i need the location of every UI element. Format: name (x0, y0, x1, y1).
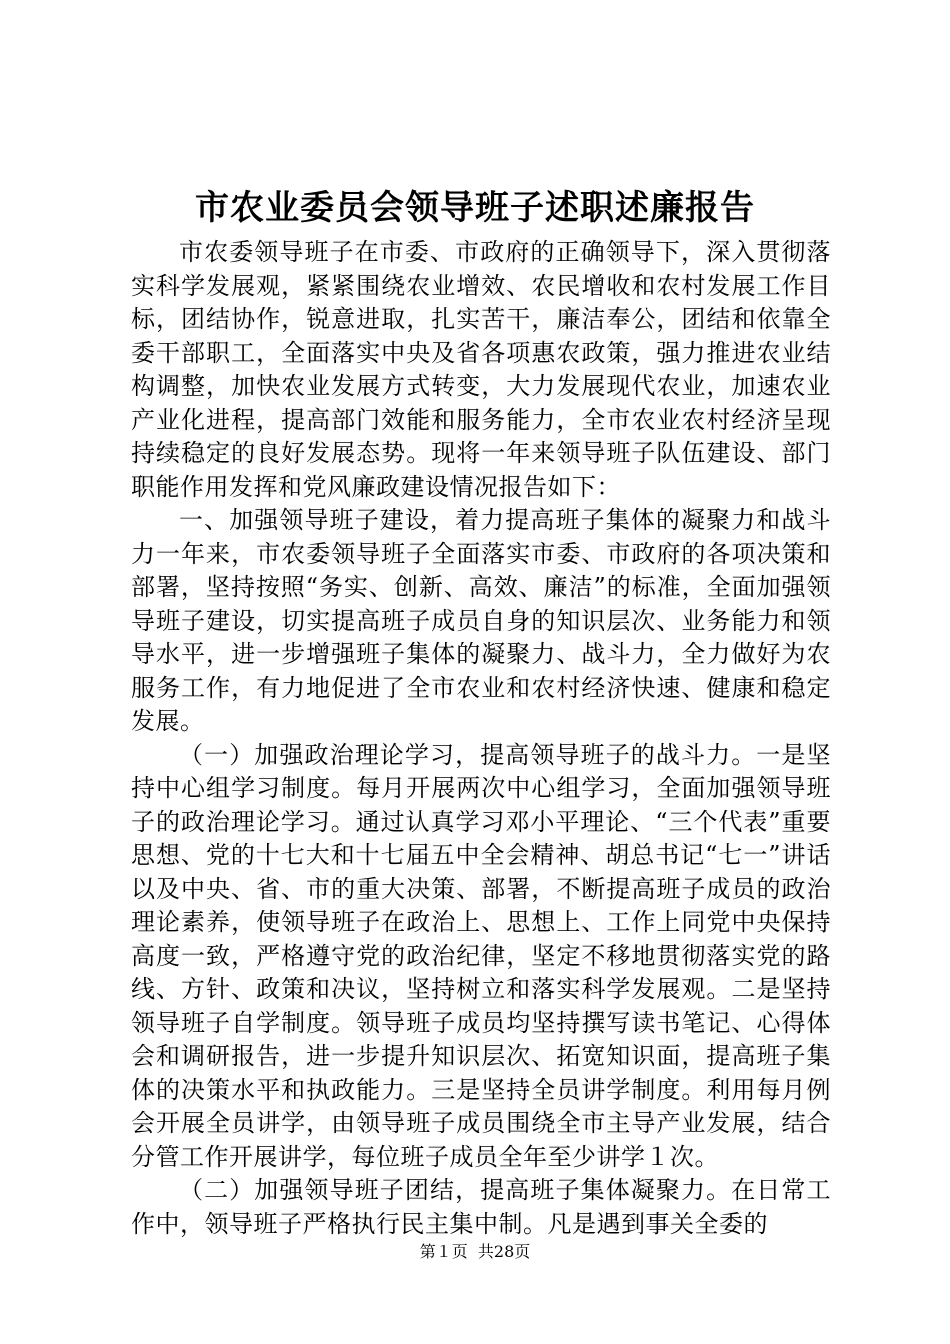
document-title: 市农业委员会领导班子述职述廉报告 (195, 188, 755, 228)
document-body (131, 236, 831, 1241)
paragraph-subsection-two: （二）加强领导班子团结，提高班子集体凝聚力。在日常工作中，领导班子严格执行民主集中制。凡是遇到事关全委的 (131, 1176, 831, 1238)
paragraph-subsection-one: （一）加强政治理论学习，提高领导班子的战斗力。一是坚持中心组学习制度。每月开展两次中心组学习，全面加强领导班子的政治理论学习。通过认真学习邓小平理论、“三个代表”重要思想、党的十七大和十七届五中全会精神、胡总书记“七一”讲话以及中央、省、市的重大决策、部署，不断提高班子成员的政治理论素养，使领导班子在政治上、思想上、工作上同党中央保持高度一致，严格遵守党的政治纪律，坚定不移地贯彻落实党的路线、方针、政策和决议，坚持树立和落实科学发展观。二是坚持领导班子自学制度。领导班子成员均坚持撰写读书笔记、心得体会和调研报告，进一步提升知识层次、拓宽知识面，提高班子集体的决策水平和执政能力。三是坚持全员讲学制度。利用每月例会开展全员讲学，由领导班子成员围绕全市主导产业发展，结合分管工作开展讲学，每位班子成员全年至少讲学１次。 (131, 740, 831, 1171)
paragraph-section-one: 一、加强领导班子建设，着力提高班子集体的凝聚力和战斗力一年来，市农委领导班子全面落实市委、市政府的各项决策和部署，坚持按照“务实、创新、高效、廉洁”的标准，全面加强领导班子建设，切实提高班子成员自身的知识层次、业务能力和领导水平，进一步增强班子集体的凝聚力、战斗力，全力做好为农服务工作，有力地促进了全市农业和农村经济快速、健康和稳定发展。 (131, 506, 831, 735)
paragraph-intro: 市农委领导班子在市委、市政府的正确领导下，深入贯彻落实科学发展观，紧紧围绕农业增效、农民增收和农村发展工作目标，团结协作，锐意进取，扎实苦干，廉洁奉公，团结和依靠全委干部职工，全面落实中央及省各项惠农政策，强力推进农业结构调整，加快农业发展方式转变，大力发展现代农业，加速农业产业化进程，提高部门效能和服务能力，全市农业农村经济呈现持续稳定的良好发展态势。现将一年来领导班子队伍建设、部门职能作用发挥和党风廉政建设情况报告如下： (131, 238, 831, 501)
page-number: 第１页 (419, 1242, 468, 1261)
page-total: 共28页 (477, 1242, 531, 1261)
page-footer (0, 1240, 950, 1264)
